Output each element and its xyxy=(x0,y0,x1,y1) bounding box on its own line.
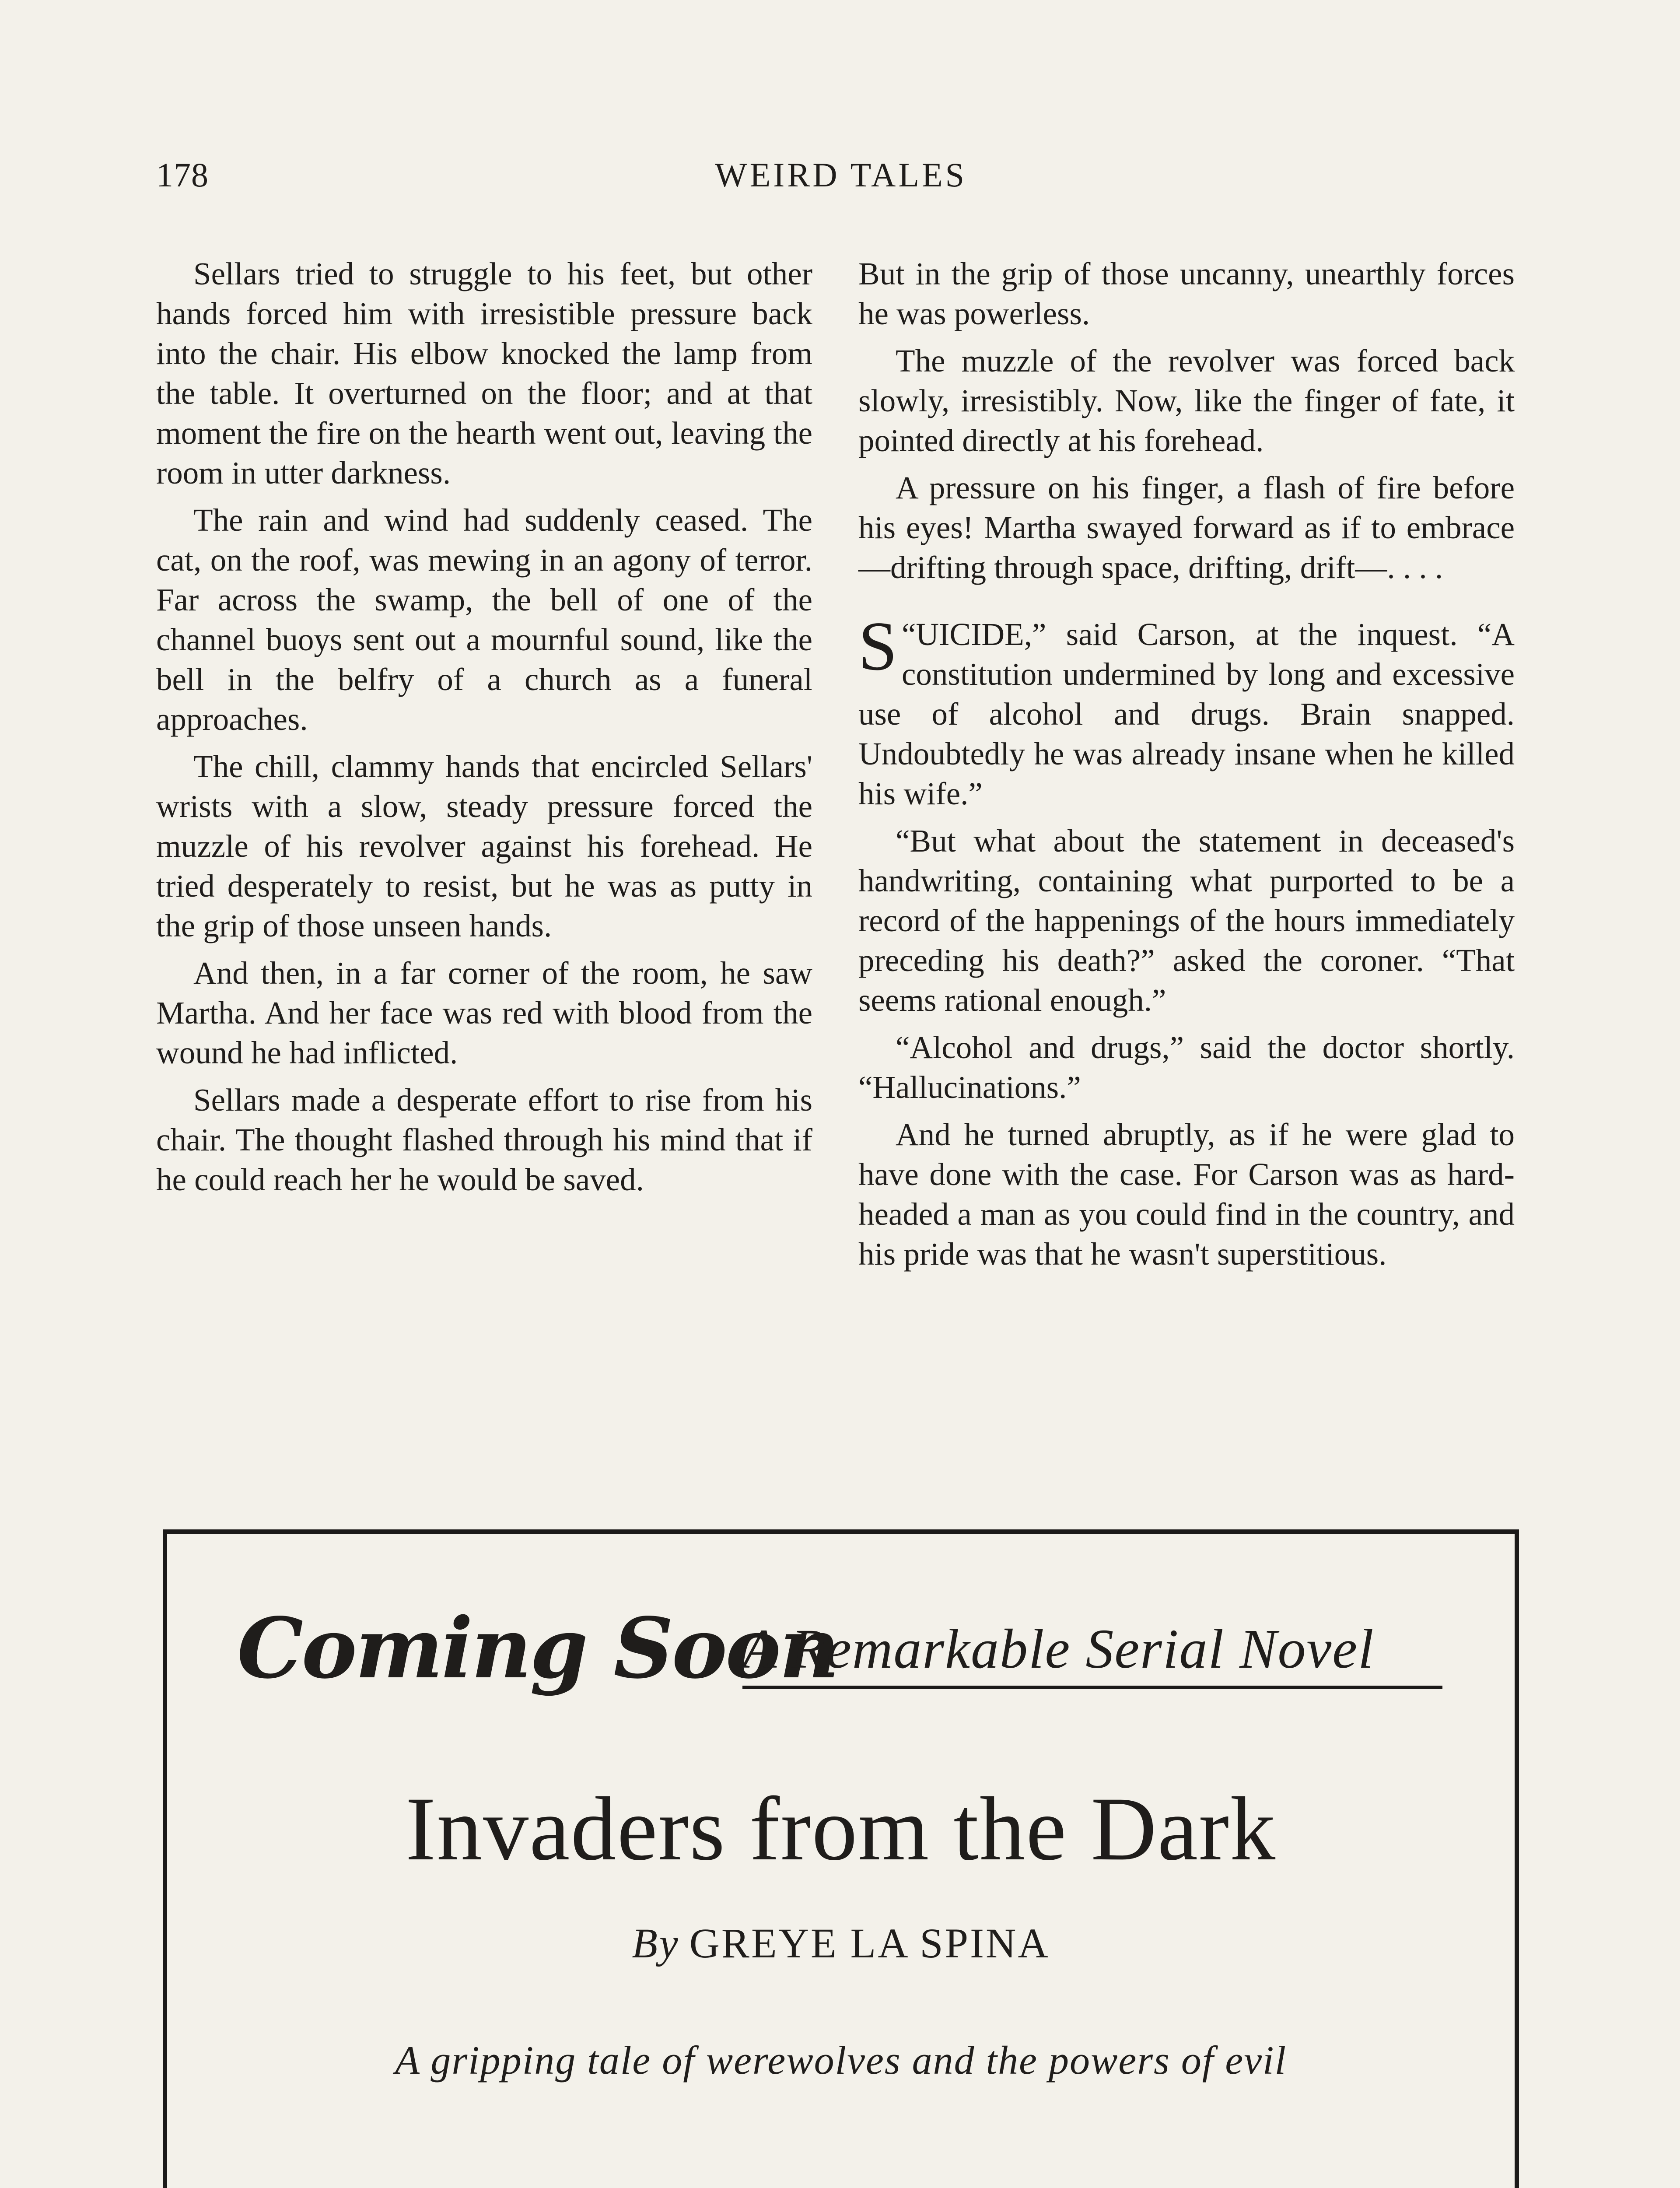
right-column xyxy=(858,254,1515,1281)
paragraph: A pressure on his finger, a flash of fire before his eyes! Martha swayed forward as if to embrace—drifting through space, drifting, drift—. . . . xyxy=(858,470,1515,585)
byline-by: By xyxy=(632,1920,680,1967)
paragraph: And he turned abruptly, as if he were glad to have done with the case. For Carson was as hard-headed a man as you could find in the country, and his pride was that he wasn't superstitious. xyxy=(858,1117,1515,1272)
paragraph-text: UICIDE,” said Carson, at the inquest. “A constitution undermined by long and excessive use of alcohol and drugs. Brain snapped. Undoubtedly he was already insane when he killed his wife.” xyxy=(858,617,1515,811)
paragraph: The rain and wind had suddenly ceased. The cat, on the roof, was mewing in an agony of terror. Far across the swamp, the bell of one of the channel buoys sent out a mournful sound, like the bell in the belfry of a church as a funeral approaches. xyxy=(156,502,812,737)
tagline: A gripping tale of werewolves and the powers of evil xyxy=(395,2038,1287,2083)
left-column xyxy=(156,254,812,1207)
author-name: GREYE LA SPINA xyxy=(689,1920,1050,1967)
coming-soon-heading: Coming Soon xyxy=(237,1599,838,1697)
magazine-title: WEIRD TALES xyxy=(714,156,967,194)
paragraph-continuation: But in the grip of those uncanny, unearthly forces he was powerless. xyxy=(858,256,1515,331)
opening-quote: “ xyxy=(901,617,916,652)
paragraph: The chill, clammy hands that encircled Sellars' wrists with a slow, steady pressure forced the muzzle of his revolver against his forehead. He tried desperately to resist, but he was as putty in the grip of those unseen hands. xyxy=(156,749,812,943)
page-number: 178 xyxy=(156,156,209,194)
paragraph: Sellars made a desperate effort to rise from his chair. The thought flashed through his mind that if he could reach her he would be saved. xyxy=(156,1082,812,1197)
advertisement-box xyxy=(163,1529,1519,2188)
drop-cap: S xyxy=(858,607,897,685)
paragraph: “But what about the statement in deceased's handwriting, containing what purported to be a record of the happenings of the hours immediately preceding his death?” asked the coroner. “That seems rational enough.” xyxy=(858,823,1515,1018)
paragraph: And then, in a far corner of the room, he saw Martha. And her face was red with blood from the wound he had inflicted. xyxy=(156,955,812,1070)
paragraph: Sellars tried to struggle to his feet, but other hands forced him with irresistible pressure back into the chair. His elbow knocked the lamp from the table. It overturned on the floor; and at that moment the fire on the hearth went out, leaving the room in utter darkness. xyxy=(156,256,812,491)
paragraph: “Alcohol and drugs,” said the doctor shortly. “Hallucinations.” xyxy=(858,1030,1515,1105)
byline xyxy=(167,1919,1515,1967)
serial-novel-subheading: A Remarkable Serial Novel xyxy=(742,1617,1442,1689)
section-opening-paragraph xyxy=(858,607,1515,813)
running-head xyxy=(156,155,1526,203)
paragraph: The muzzle of the revolver was forced back slowly, irresistibly. Now, like the finger of fate, it pointed directly at his forehead. xyxy=(858,343,1515,458)
story-title: Invaders from the Dark xyxy=(405,1778,1277,1879)
